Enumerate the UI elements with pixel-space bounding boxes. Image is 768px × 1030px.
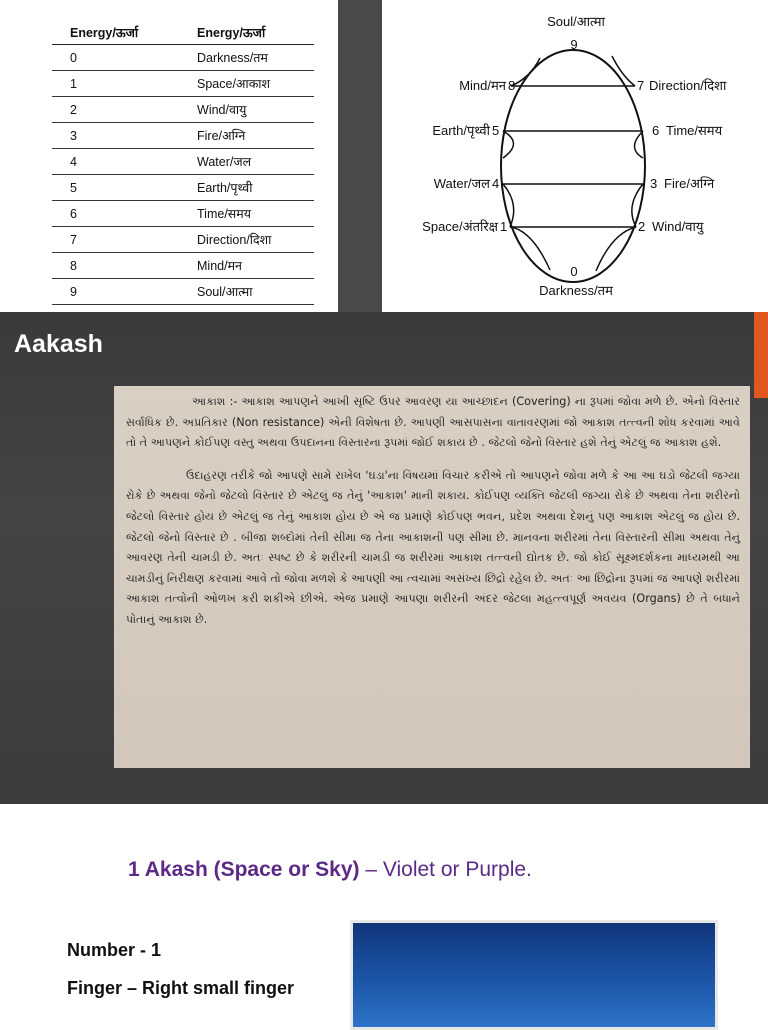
number-right: 2 (638, 219, 646, 234)
label-bottom: Darkness/तम (539, 283, 613, 298)
energy-element: Mind/मन (177, 253, 314, 279)
number-bottom: 0 (570, 264, 578, 279)
table-row (52, 149, 314, 175)
energy-element: Darkness/तम (177, 45, 314, 71)
section-title: Aakash (14, 330, 103, 358)
energy-element: Space/आकाश (177, 71, 314, 97)
energy-number: 8 (52, 253, 177, 279)
energy-number: 2 (52, 97, 177, 123)
energy-number: 7 (52, 227, 177, 253)
table-row (52, 201, 314, 227)
energy-element: Earth/पृथ्वी (177, 175, 314, 201)
table-row (52, 279, 314, 305)
table-row (52, 227, 314, 253)
akash-heading (128, 858, 532, 882)
label-left: Water/जल (433, 176, 490, 191)
table-row (52, 71, 314, 97)
energy-element: Direction/दिशा (177, 227, 314, 253)
number-left: 1 (500, 219, 508, 234)
energy-element: Fire/अग्नि (177, 123, 314, 149)
label-right: Wind/वायु (652, 219, 704, 234)
number-right: 6 (652, 123, 660, 138)
energy-header-number: Energy/ऊर्जा (52, 20, 177, 45)
arc-5 (503, 131, 514, 158)
energy-number: 4 (52, 149, 177, 175)
arc-1-0 (510, 227, 550, 270)
number-left: 4 (492, 176, 500, 191)
number-top: 9 (570, 37, 578, 52)
energy-number: 5 (52, 175, 177, 201)
number-right: 3 (650, 176, 658, 191)
energy-number: 3 (52, 123, 177, 149)
arc-2-0 (596, 227, 636, 271)
label-top: Soul/आत्मा (547, 14, 605, 29)
label-left: Space/अंतरिक्ष (422, 219, 498, 234)
label-left: Mind/मन (459, 78, 506, 93)
energy-number: 9 (52, 279, 177, 305)
energy-header-element: Energy/ऊर्जा (177, 20, 314, 45)
accent-bar (754, 312, 768, 398)
label-right: Fire/अग्नि (664, 176, 715, 191)
number-line: Number - 1 (67, 940, 162, 960)
energy-table (52, 20, 314, 305)
sky-image (350, 920, 718, 1030)
akash-heading-bold: 1 Akash (Space or Sky) (128, 858, 360, 881)
aakash-section (0, 312, 768, 804)
table-row (52, 45, 314, 71)
label-right: Direction/दिशा (649, 78, 727, 93)
energy-element: Soul/आत्मा (177, 279, 314, 305)
paragraph-1: આકાશ :- આકાશ આપણને આખી સૃષ્ટિ ઉપર આવરણ યા આચ્છાદન (Covering) ના રૂપમાં જોવા મળે છે. એનો વિસ્તાર સર્વાધિક છે. અપ્રતિકાર (Non resistance) એની વિશેષતા છે. આપણી આસપાસના વાતાવરણમાં જો આકાશ તત્ત્વની શોધ કરવામાં આવે તો તે આપણને કોઈપણ વસ્તુ અથવા ઉપદાનના વિસ્તારના રૂપમાં જોઈ શકાય છે . જેટલો જેનો વિસ્તાર હશે તેનું એટલું જ આકાશ હશે. (126, 395, 740, 450)
energy-number: 1 (52, 71, 177, 97)
dark-divider (338, 0, 382, 312)
label-right: Time/समय (666, 123, 723, 138)
table-row (52, 175, 314, 201)
number-left: 8 (508, 78, 516, 93)
energy-table-header (52, 20, 314, 45)
paragraph-2: ઉદાહરણ તરીકે જો આપણે સામે રાખેલ 'ઘડા'ના વિષયમાં વિચાર કરીએ તો આપણને જોવા મળે કે આ આ ઘડો જેટલી જગ્યા રોકે છે અથવા જેનો જેટલો વિસ્તાર છે એટલું જ તેનું 'આકાશ' માની શકાય. કોઈપણ વ્યક્તિ જેટલી જગ્યા રોકે છે અથવા તેના શરીરનો જેટલો વિસ્તાર હોય છે એટલું જ તેનું આકાશ હોય છે એ જ પ્રમાણે કોઈપણ ભવન, પ્રદેશ અથવા દેશનું પણ આકાશ એટલું જ હોય છે. જેટલો જેનો વિસ્તાર છે . બીજા શબ્દોમાં તેની સીમા જ તેના આકાશની પણ સીમા છે. માનવના શરીરમાં તેના વિસ્તારની સીમા અથવા તેનું આવરણ તેની ચામડી છે. અતઃ સ્પષ્ટ છે કે શરીરની ચામડી જ શરીરમાં આકાશ તત્ત્વની દ્યોતક છે. જો કોઈ સૂક્ષ્મદર્શકના માધ્યમથી આ ચામડીનું નિરીક્ષણ કરવામાં આવે તો જોવા મળશે કે આપણી આ ત્વચામાં અસંખ્ય છિદ્રો રહેલ છે. અતઃ આ છિદ્રોના રૂપમાં જ આપણે શરીરમાં આકાશ તત્વોની ઓળખ કરી શકીએ છીએ. એજ પ્રમાણે આપણા શરીરની અંદર જેટલા મહત્ત્વપૂર્ણ અવયવ (Organs) છે તે બધાને પોતાનું આકાશ છે. (126, 468, 740, 626)
label-left: Earth/पृथ्वी (432, 123, 490, 138)
arc-8-9 (511, 58, 540, 86)
energy-element: Wind/वायु (177, 97, 314, 123)
akash-detail-section (0, 804, 768, 1024)
energy-number: 0 (52, 45, 177, 71)
text-scan (114, 386, 750, 768)
diagram-ellipse (501, 50, 645, 282)
energy-circle-diagram (412, 8, 742, 304)
table-row (52, 123, 314, 149)
top-section (0, 0, 768, 312)
finger-line: Finger – Right small finger (67, 978, 295, 998)
energy-element: Time/समय (177, 201, 314, 227)
table-row (52, 253, 314, 279)
energy-number: 6 (52, 201, 177, 227)
number-right: 7 (637, 78, 645, 93)
akash-heading-color: – Violet or Purple. (359, 858, 532, 881)
energy-element: Water/जल (177, 149, 314, 175)
number-left: 5 (492, 123, 500, 138)
table-row (52, 97, 314, 123)
